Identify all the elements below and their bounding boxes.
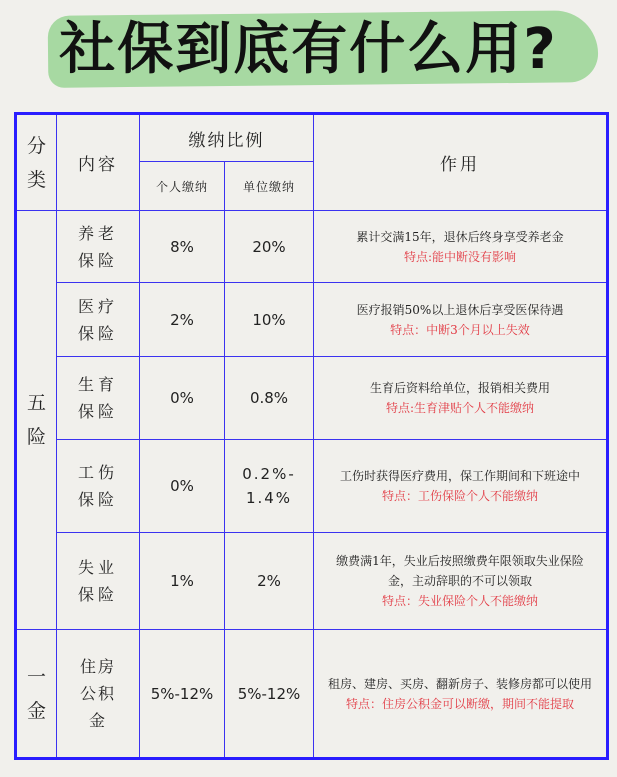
usage-note: 特点：中断3个月以上失效 <box>390 322 530 337</box>
employer-rate: 0.2%-1.4% <box>225 440 314 533</box>
personal-rate: 0% <box>140 440 225 533</box>
usage-note: 特点：工伤保险个人不能缴纳 <box>381 489 538 503</box>
header-category: 分类 <box>16 114 57 211</box>
header-usage: 作用 <box>314 114 608 211</box>
insurance-table <box>14 112 609 760</box>
table-row <box>16 283 608 357</box>
usage-cell <box>314 283 608 357</box>
table-row <box>16 211 608 283</box>
usage-desc: 医疗报销50%以上退休后享受医保待遇 <box>356 302 564 317</box>
header-personal: 个人缴纳 <box>140 162 225 211</box>
personal-rate: 1% <box>140 533 225 630</box>
employer-rate: 0.8% <box>225 357 314 440</box>
usage-note: 特点：失业保险个人不能缴纳 <box>381 594 538 608</box>
insurance-name: 工伤保险 <box>57 440 140 533</box>
usage-cell <box>314 211 608 283</box>
usage-desc: 累计交满15年，退休后终身享受养老金 <box>356 229 564 244</box>
table-row <box>16 630 608 759</box>
employer-rate: 2% <box>225 533 314 630</box>
personal-rate: 0% <box>140 357 225 440</box>
insurance-name: 生育保险 <box>57 357 140 440</box>
title-banner <box>0 0 617 110</box>
personal-rate: 8% <box>140 211 225 283</box>
usage-desc: 租房、建房、买房、翻新房子、装修房都可以使用 <box>327 676 592 691</box>
header-employer: 单位缴纳 <box>225 162 314 211</box>
employer-rate: 5%-12% <box>225 630 314 759</box>
insurance-name: 住房公积金 <box>57 630 140 759</box>
employer-rate: 20% <box>225 211 314 283</box>
personal-rate: 2% <box>140 283 225 357</box>
usage-desc: 生育后资料给单位，报销相关费用 <box>369 381 550 395</box>
usage-cell <box>314 440 608 533</box>
table-row <box>16 440 608 533</box>
usage-cell <box>314 357 608 440</box>
usage-note: 特点:生育津贴个人不能缴纳 <box>385 401 535 415</box>
group-five-insurances: 五险 <box>16 211 57 630</box>
header-content: 内容 <box>57 114 140 211</box>
table-row <box>16 357 608 440</box>
insurance-name: 失业保险 <box>57 533 140 630</box>
usage-desc: 缴费满1年，失业后按照缴费年限领取失业保险金，主动辞职的不可以领取 <box>336 554 584 588</box>
usage-cell <box>314 630 608 759</box>
insurance-name: 医疗保险 <box>57 283 140 357</box>
usage-note: 特点:能中断没有影响 <box>403 249 517 264</box>
page-title: 社保到底有什么用? <box>59 17 558 82</box>
insurance-name: 养老保险 <box>57 211 140 283</box>
employer-rate: 10% <box>225 283 314 357</box>
table-row <box>16 533 608 630</box>
usage-cell <box>314 533 608 630</box>
header-rate-group: 缴纳比例 <box>140 114 314 162</box>
usage-desc: 工伤时获得医疗费用，保工作期间和下班途中 <box>339 469 580 483</box>
group-housing-fund: 一金 <box>16 630 57 759</box>
usage-note: 特点：住房公积金可以断缴，期间不能提取 <box>345 696 574 711</box>
personal-rate: 5%-12% <box>140 630 225 759</box>
